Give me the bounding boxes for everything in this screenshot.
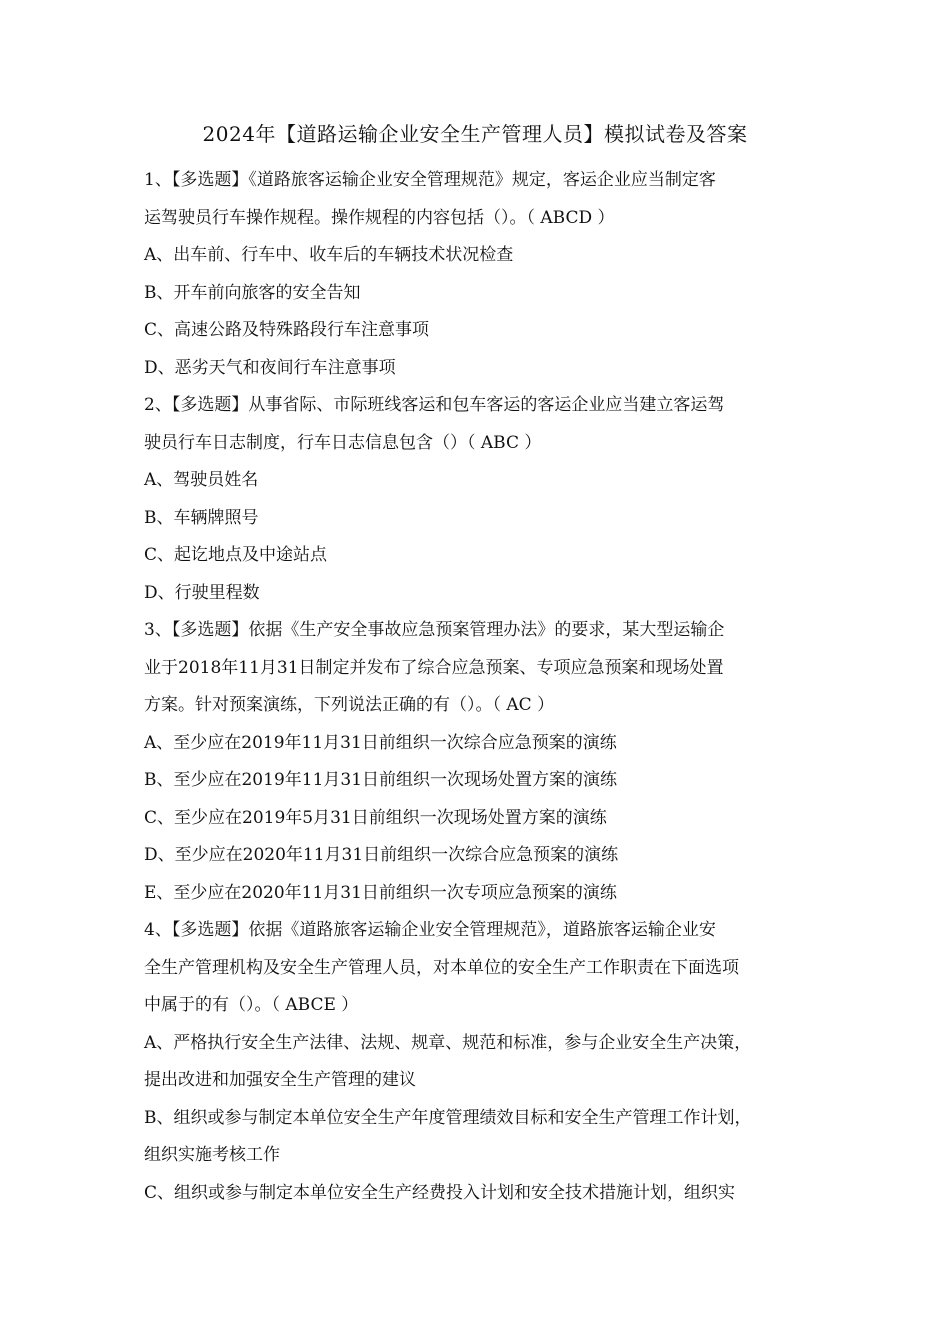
question-4-text-line-1: 4、【多选题】依据《道路旅客运输企业安全管理规范》，道路旅客运输企业安 — [144, 920, 716, 940]
question-2-text-line-1: 2、【多选题】从事省际、市际班线客运和包车客运的客运企业应当建立客运驾 — [144, 395, 725, 415]
question-2-option-d: D、行驶里程数 — [144, 582, 260, 603]
question-1 — [144, 162, 814, 387]
question-4-text-line-2: 全生产管理机构及安全生产管理人员，对本单位的安全生产工作职责在下面选项 — [144, 957, 739, 978]
question-3-text-line-2: 业于2018年11月31日制定并发布了综合应急预案、专项应急预案和现场处置 — [144, 657, 724, 678]
question-3-option-d: D、至少应在2020年11月31日前组织一次综合应急预案的演练 — [144, 845, 619, 865]
question-2-option-c: C、起讫地点及中途站点 — [144, 545, 328, 565]
question-3-text-line-3: 方案。针对预案演练，下列说法正确的有（）。（ AC ） — [144, 695, 555, 715]
question-4 — [144, 912, 814, 1212]
question-2-text-line-2: 驶员行车日志制度，行车日志信息包含（）（ ABC ） — [144, 432, 542, 453]
document-title: 2024年【道路运输企业安全生产管理人员】模拟试卷及答案 — [202, 122, 748, 146]
question-1-option-c: C、高速公路及特殊路段行车注意事项 — [144, 320, 430, 340]
question-4-text-line-3: 中属于的有（）。（ ABCE ） — [144, 995, 359, 1015]
question-2-option-b: B、车辆牌照号 — [144, 507, 259, 528]
question-4-option-c-line-1: C、组织或参与制定本单位安全生产经费投入计划和安全技术措施计划，组织实 — [144, 1182, 736, 1203]
question-1-option-a: A、出车前、行车中、收车后的车辆技术状况检查 — [144, 245, 514, 265]
question-1-option-d: D、恶劣天气和夜间行车注意事项 — [144, 357, 396, 378]
question-2 — [144, 387, 814, 612]
question-4-option-b-line-2: 组织实施考核工作 — [144, 1145, 280, 1165]
question-1-option-b: B、开车前向旅客的安全告知 — [144, 282, 361, 303]
question-4-option-a-line-2: 提出改进和加强安全生产管理的建议 — [144, 1070, 416, 1090]
question-3-option-c: C、至少应在2019年5月31日前组织一次现场处置方案的演练 — [144, 807, 607, 828]
question-3 — [144, 612, 814, 912]
question-4-option-b-line-1: B、组织或参与制定本单位安全生产年度管理绩效目标和安全生产管理工作计划， — [144, 1107, 752, 1128]
question-4-option-a-line-1: A、严格执行安全生产法律、法规、规章、规范和标准，参与企业安全生产决策， — [144, 1032, 752, 1053]
document-body — [144, 162, 814, 1212]
question-1-text-line-1: 1、【多选题】《道路旅客运输企业安全管理规范》规定，客运企业应当制定客 — [144, 170, 716, 190]
question-3-option-a: A、至少应在2019年11月31日前组织一次综合应急预案的演练 — [144, 732, 617, 753]
question-3-option-b: B、至少应在2019年11月31日前组织一次现场处置方案的演练 — [144, 770, 618, 790]
question-1-text-line-2: 运驾驶员行车操作规程。操作规程的内容包括（）。（ ABCD ） — [144, 207, 615, 228]
question-2-option-a: A、驾驶员姓名 — [144, 470, 259, 490]
question-3-text-line-1: 3、【多选题】依据《生产安全事故应急预案管理办法》的要求，某大型运输企 — [144, 620, 725, 640]
question-3-option-e: E、至少应在2020年11月31日前组织一次专项应急预案的演练 — [144, 882, 617, 903]
